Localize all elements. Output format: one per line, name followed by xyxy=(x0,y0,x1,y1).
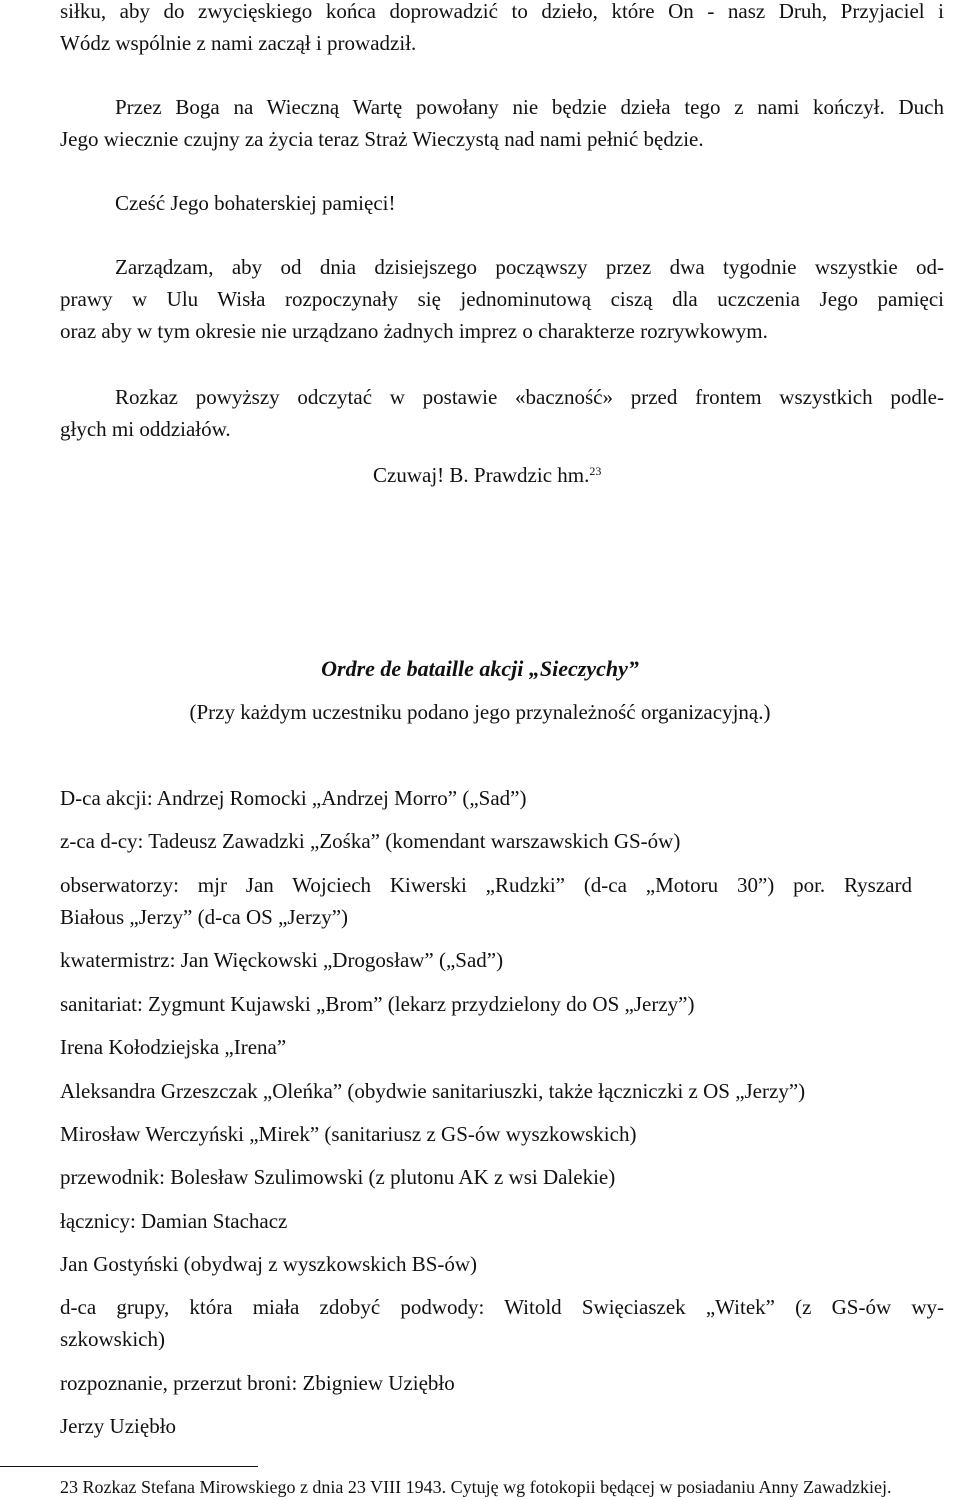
order-paragraph-line-3: oraz aby w tym okresie nie urządzano żadnych imprez o charakterze rozrywkowym. xyxy=(60,319,768,343)
read-paragraph-line-1: Rozkaz powyższy odczytać w postawie «baczność» przed frontem wszystkich podle- xyxy=(115,385,944,409)
entry-medical: sanitariat: Zygmunt Kujawski „Brom” (lekarz przydzielony do OS „Jerzy”) xyxy=(60,992,695,1016)
footnote-reference: 23 xyxy=(589,464,602,478)
paragraph-god-line-2: Jego wiecznie czujny za życia teraz Straż Wieczystą nad nami pełnić będzie. xyxy=(60,127,704,151)
footnote-divider xyxy=(0,1466,258,1467)
continuation-line-1: siłku, aby do zwycięskiego końca doprowadzić to dzieło, które On - nasz Druh, Przyjaciel i xyxy=(60,0,944,23)
order-paragraph-line-1: Zarządzam, aby od dnia dzisiejszego począwszy przez dwa tygodnie wszystkie od- xyxy=(115,255,944,279)
read-paragraph-line-2: głych mi oddziałów. xyxy=(60,417,231,441)
continuation-line-2: Wódz wspólnie z nami zaczął i prowadził. xyxy=(60,31,417,55)
entry-quartermaster: kwatermistrz: Jan Więckowski „Drogosław” („Sad”) xyxy=(60,948,504,972)
honor-line: Cześć Jego bohaterskiej pamięci! xyxy=(115,191,396,215)
entry-guide: przewodnik: Bolesław Szulimowski (z plutonu AK z wsi Dalekie) xyxy=(60,1165,616,1189)
entry-observers-line-2: Białous „Jerzy” (d-ca OS „Jerzy”) xyxy=(60,905,349,929)
order-paragraph-line-2: prawy w Ulu Wisła rozpoczynały się jednominutową ciszą dla uczczenia Jego pamięci xyxy=(60,287,944,311)
footnote: 23 Rozkaz Stefana Mirowskiego z dnia 23 VIII 1943. Cytuję wg fotokopii będącej w posiadaniu Anny Zawadzkiej. xyxy=(60,1477,892,1497)
entry-jerzy-uzieblo: Jerzy Uziębło xyxy=(60,1414,177,1438)
entry-group-commander-line-1: d-ca grupy, która miała zdobyć podwody: Witold Swięciaszek „Witek” (z GS-ów wy- xyxy=(60,1295,944,1319)
entry-liaisons: łącznicy: Damian Stachacz xyxy=(60,1209,288,1233)
section-subtitle: (Przy każdym uczestniku podano jego przynależność organizacyjną.) xyxy=(189,700,771,724)
entry-aleksandra: Aleksandra Grzeszczak „Oleńka” (obydwie sanitariuszki, także łączniczki z OS „Jerzy”) xyxy=(60,1079,806,1103)
entry-commander: D-ca akcji: Andrzej Romocki „Andrzej Morro” („Sad”) xyxy=(60,786,527,810)
entry-miroslaw: Mirosław Werczyński „Mirek” (sanitariusz z GS-ów wyszkowskich) xyxy=(60,1122,637,1146)
entry-gostynski: Jan Gostyński (obydwaj z wyszkowskich BS-ów) xyxy=(60,1252,478,1276)
entry-deputy: z-ca d-cy: Tadeusz Zawadzki „Zośka” (komendant warszawskich GS-ów) xyxy=(60,829,681,853)
paragraph-god-line-1: Przez Boga na Wieczną Wartę powołany nie będzie dzieła tego z nami kończył. Duch xyxy=(115,95,944,119)
entry-reconnaissance: rozpoznanie, przerzut broni: Zbigniew Uziębło xyxy=(60,1371,455,1395)
entry-observers-line-1: obserwatorzy: mjr Jan Wojciech Kiwerski „Rudzki” (d-ca „Motoru 30”) por. Ryszard xyxy=(60,873,912,897)
section-title: Ordre de bataille akcji „Sieczychy” xyxy=(321,656,639,681)
entry-irena: Irena Kołodziejska „Irena” xyxy=(60,1035,287,1059)
entry-group-commander-line-2: szkowskich) xyxy=(60,1327,165,1351)
signature-text: Czuwaj! B. Prawdzic hm. xyxy=(373,463,590,487)
signature xyxy=(373,460,601,490)
